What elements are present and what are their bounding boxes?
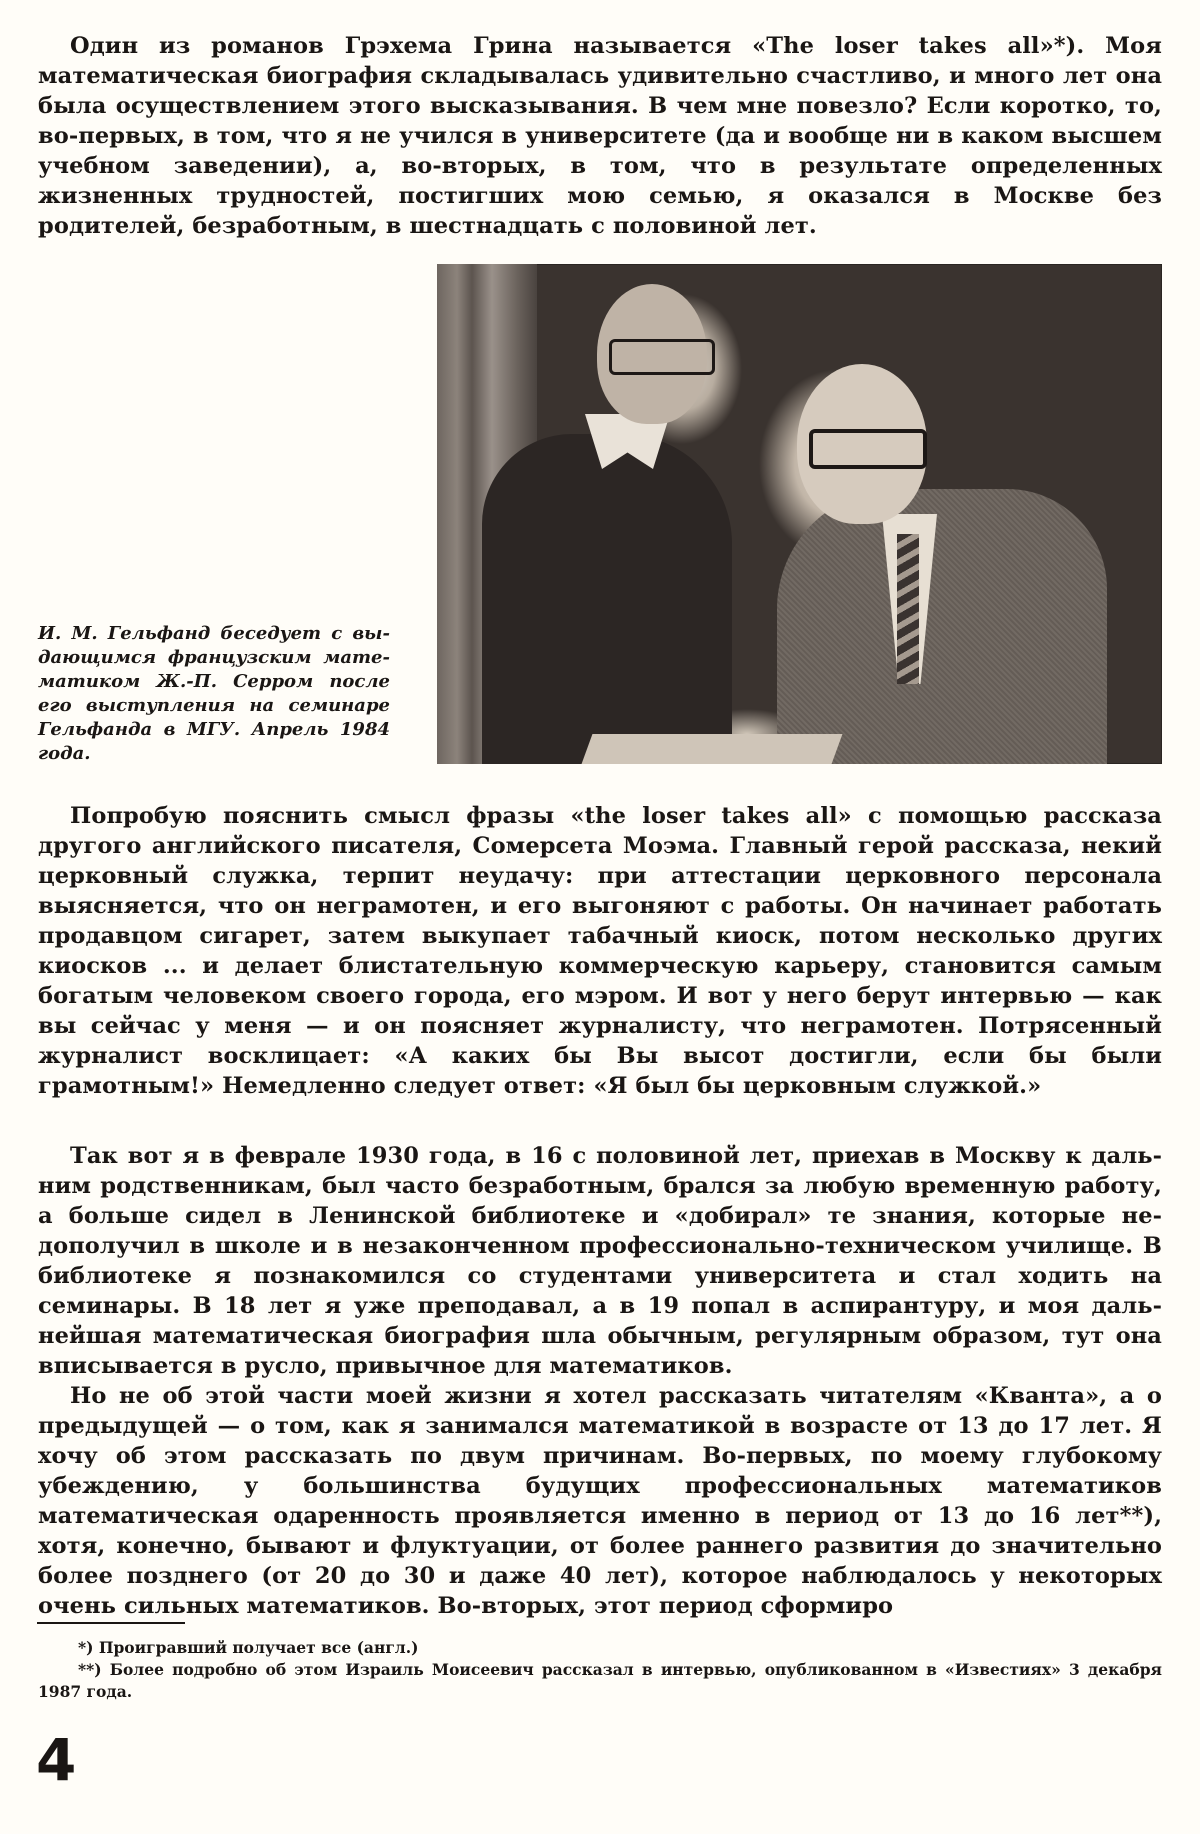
page-number: 4	[36, 1726, 77, 1794]
intro-section	[38, 31, 1162, 241]
paragraph-maugham: Попробую пояснить смысл фразы «the loser takes all» с помощью рассказа другого английского писателя, Сомерсета Моэма. Главный герой рассказа, некий церковный служка, терпит неудачу: при аттестации церковного персонала выясняется, что он неграмотен, и его выгоняют с работы. Он начинает работать продавцом сигарет, затем выкупает табачный киоск, потом несколько других киосков ... и делает блистательную коммерческую карьеру, становится самым богатым человеком своего города, его мэром. И вот у него берут интервью — как вы сейчас у меня — и он поясняет журналисту, что неграмотен. Потрясенный журналист восклицает: «А каких бы Вы высот достигли, если бы были грамотным!» Немедленно следует ответ: «Я был бы церковным служкой.»	[38, 803, 1162, 1099]
footnote-1: *) Проигравший получает все (англ.)	[78, 1638, 419, 1657]
paragraph-kvant: Но не об этой части моей жизни я хотел рассказать читателям «Кванта», а о предыдущей — о том, как я занимался математикой в возрасте от 13 до 17 лет. Я хочу об этом рассказать по двум причинам. Во-первых, по моему глубокому убеждению, у большинства будущих профессиональных математиков математическая одаренность проявляется именно в период от 13 до 16 лет**), хотя, конечно, бывают и флуктуации, от более раннего развития до значительно более позднего (от 20 до 30 и даже 40 лет), которое наблюдалось у некоторых очень сильных математиков. Во-вторых, этот период сформиро	[38, 1383, 1162, 1619]
photo-glasses-left	[609, 339, 715, 375]
footnote-divider	[37, 1622, 185, 1624]
photo-tie	[897, 534, 919, 684]
photo-glasses-right	[809, 429, 927, 469]
paragraph-moscow-1930: Так вот я в феврале 1930 года, в 16 с половиной лет, приехав в Москву к дальним родственникам, был часто безработным, брался за любую временную работу, а больше сидел в Ленинской библиотеке и «добирал» те знания, которые недополучил в школе и в незаконченном профессионально-техническом училище. В библиотеке я познакомился со студентами университета и стал ходить на семинары. В 18 лет я уже преподавал, а в 19 попал в аспирантуру, и моя дальнейшая математическая биография шла обычным, регулярным образом, тут она вписывается в русло, привычное для математиков.	[38, 1143, 1162, 1379]
photo-person-right	[777, 489, 1107, 764]
footnote-2: **) Более подробно об этом Израиль Моисеевич рассказал в интервью, опубликованном в «Известиях» 3 декабря 1987 года.	[38, 1660, 1162, 1701]
body-section-2	[38, 1141, 1162, 1381]
footnotes	[38, 1637, 1162, 1703]
body-section-3	[38, 1381, 1162, 1621]
photo-person-left	[482, 434, 732, 764]
paragraph-intro: Один из романов Грэхема Грина называется «The loser takes all»*). Моя математическая биография складывалась удивительно счастливо, и много лет она была осуществлением этого высказывания. В чем мне повезло? Если коротко, то, во-первых, в том, что я не учился в университете (да и вообще ни в каком высшем учебном заведении), а, во-вторых, в том, что в результате определенных жизненных трудностей, постигших мою семью, я оказался в Москве без родителей, безработным, в шестнадцать с половиной лет.	[38, 33, 1162, 239]
body-section-1	[38, 801, 1162, 1101]
photo-caption: И. М. Гельфанд беседует с выдающимся французским математиком Ж.-П. Серром после его выступления на семинаре Гельфанда в МГУ. Апрель 1984 года.	[38, 623, 390, 764]
photo-gelfand-serre	[437, 264, 1162, 764]
photo-papers	[582, 734, 843, 764]
